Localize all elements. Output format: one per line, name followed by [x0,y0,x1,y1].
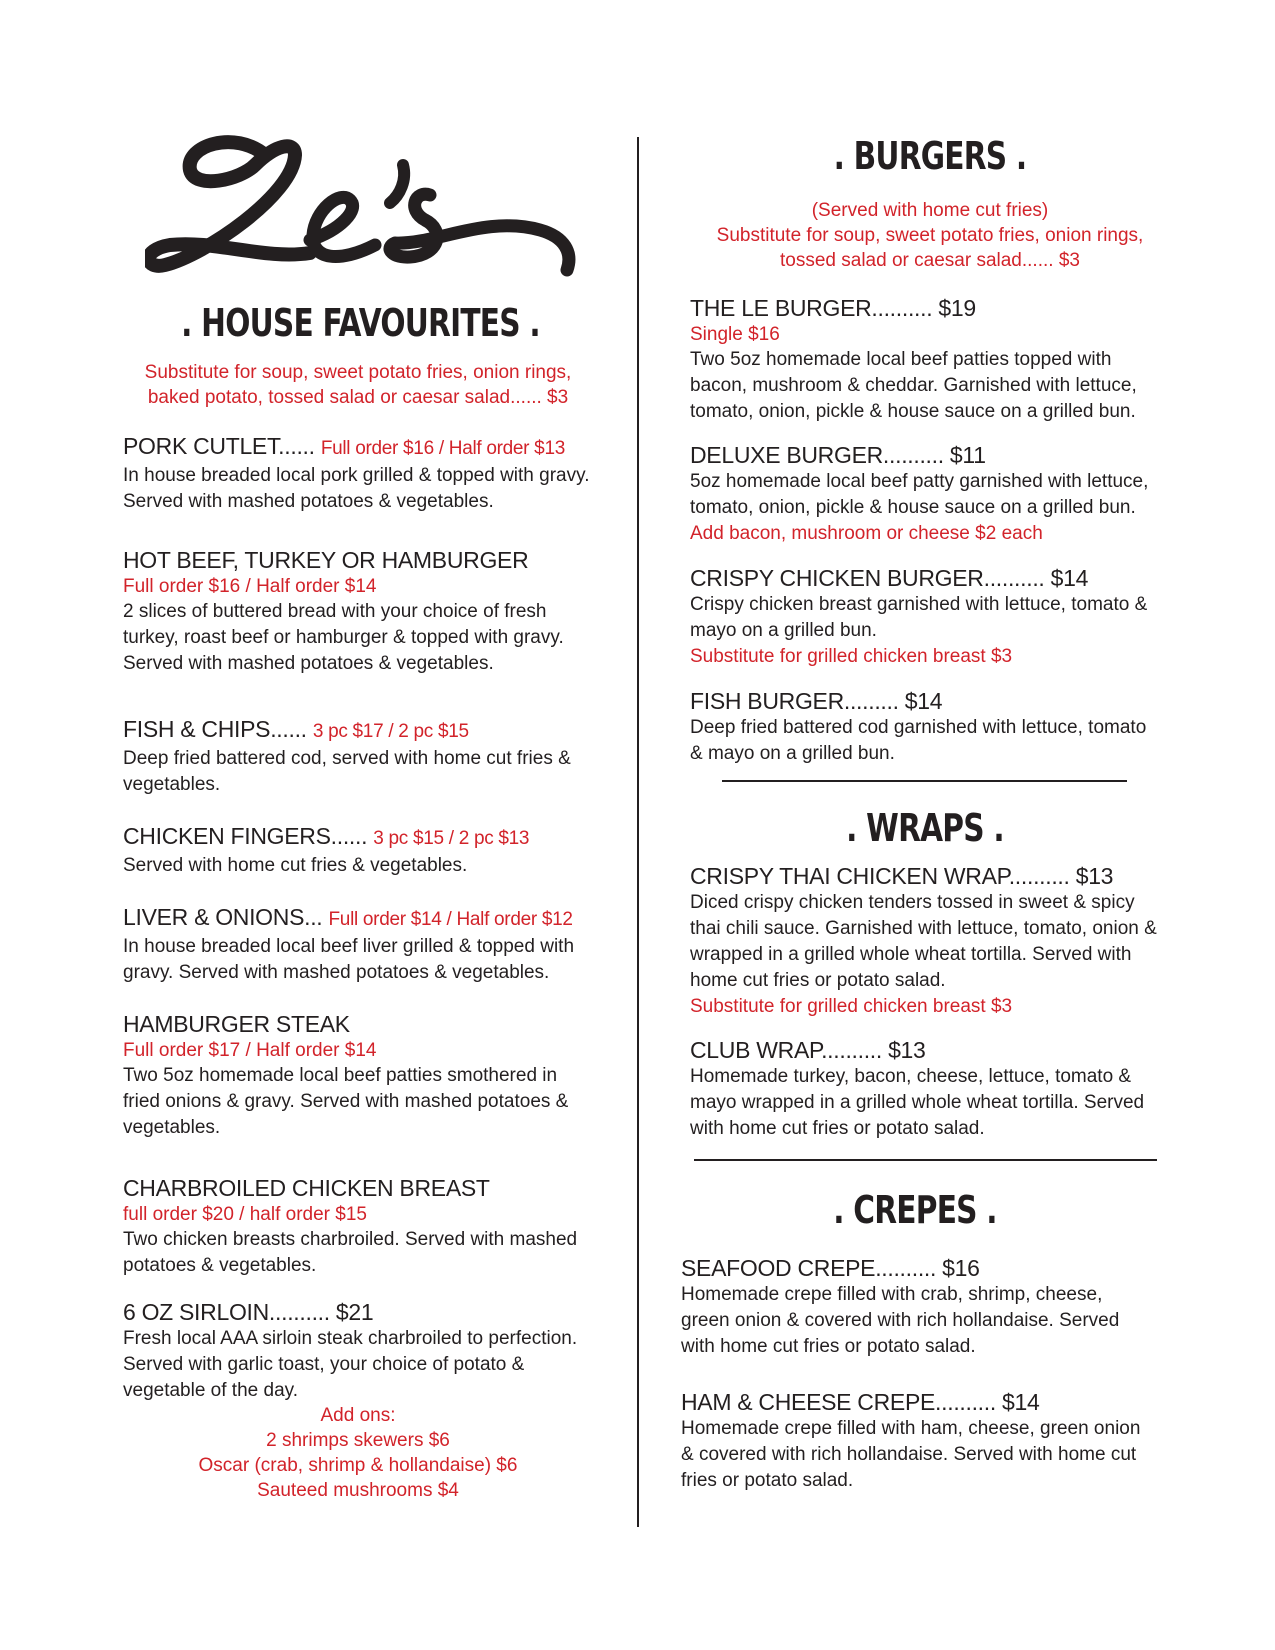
les-logo [145,135,580,295]
item-name: CHICKEN FINGERS...... [123,823,368,849]
item-desc: Deep fried battered cod, served with home cut fries & [123,748,571,769]
menu-item-seafood-crepe [681,1254,1161,1360]
item-name: CLUB WRAP.......... $13 [690,1037,926,1063]
item-name: DELUXE BURGER.......... $11 [690,442,986,468]
menu-item-crispy-thai-wrap [690,862,1170,1019]
item-name: SEAFOOD CREPE.......... $16 [681,1255,980,1281]
item-price: Full order $14 / Half order $12 [328,909,573,930]
item-name: CHARBROILED CHICKEN BREAST [123,1175,490,1201]
menu-item-charbroiled-chicken [123,1174,623,1279]
item-desc: Fresh local AAA sirloin steak charbroiled to perfection. [123,1328,578,1349]
house-favourites-substitute-note: Substitute for soup, sweet potato fries, onion rings, baked potato, tossed salad or caesar salad...... $3 [144,362,572,408]
item-name: HOT BEEF, TURKEY OR HAMBURGER [123,547,529,573]
menu-item-sirloin [123,1298,623,1404]
item-desc: 5oz homemade local beef patty garnished with lettuce, [690,471,1149,492]
item-desc: In house breaded local beef liver grilled & topped with [123,936,575,957]
item-desc: with home cut fries or potato salad. [681,1336,976,1357]
item-desc: vegetable of the day. [123,1380,298,1401]
menu-item-ham-cheese-crepe [681,1388,1161,1494]
item-desc: fries or potato salad. [681,1470,854,1491]
item-desc: thai chili sauce. Garnished with lettuce, tomato, onion & [690,918,1157,939]
item-name: FISH & CHIPS...... [123,716,307,742]
sirloin-addons [123,1403,593,1503]
burgers-title: . BURGERS . [833,134,1027,178]
menu-item-liver-onions [123,903,623,986]
crepes-title: . CREPES . [833,1188,997,1232]
item-desc: Served with home cut fries & vegetables. [123,855,468,876]
item-desc: mayo wrapped in a grilled whole wheat tortilla. Served [690,1092,1145,1113]
item-desc: with home cut fries or potato salad. [690,1118,985,1139]
item-desc: In house breaded local pork grilled & topped with gravy. [123,465,590,486]
item-addon: Substitute for grilled chicken breast $3 [690,646,1013,667]
item-desc: Two chicken breasts charbroiled. Served with mashed [123,1229,578,1250]
item-name: CRISPY CHICKEN BURGER.......... $14 [690,565,1089,591]
item-desc: home cut fries or potato salad. [690,970,946,991]
item-name: CRISPY THAI CHICKEN WRAP.......... $13 [690,863,1114,889]
house-favourites-title: . HOUSE FAVOURITES . [181,301,540,345]
item-desc: vegetables. [123,774,221,795]
item-desc: Homemade turkey, bacon, cheese, lettuce, tomato & [690,1066,1132,1087]
addon-item: 2 shrimps skewers $6 [266,1430,450,1451]
item-name: HAM & CHEESE CREPE.......... $14 [681,1389,1040,1415]
item-price: 3 pc $17 / 2 pc $15 [312,721,469,742]
item-desc: Two 5oz homemade local beef patties topped with [690,349,1112,370]
item-desc: mayo on a grilled bun. [690,620,877,641]
item-desc: Deep fried battered cod garnished with lettuce, tomato [690,717,1147,738]
item-name: 6 OZ SIRLOIN.......... $21 [123,1299,374,1325]
item-price: Full order $17 / Half order $14 [123,1040,377,1061]
item-price: Single $16 [690,324,780,345]
item-desc: tomato, onion, pickle & house sauce on a grilled bun. [690,401,1136,422]
menu-item-crispy-chicken-burger [690,564,1170,669]
item-desc: potatoes & vegetables. [123,1255,317,1276]
menu-item-fish-burger [690,687,1170,767]
item-name: THE LE BURGER.......... $19 [690,295,976,321]
menu-item-le-burger [690,294,1170,425]
menu-item-hamburger-steak [123,1010,623,1141]
item-desc: wrapped in a grilled whole wheat tortilla. Served with [690,944,1132,965]
item-name: PORK CUTLET...... [123,433,315,459]
item-name: LIVER & ONIONS... [123,904,323,930]
addons-title: Add ons: [320,1405,396,1426]
item-price: Full order $16 / Half order $13 [320,438,565,459]
column-divider [637,137,639,1527]
item-desc: fried onions & gravy. Served with mashed potatoes & [123,1091,569,1112]
item-addon: Add bacon, mushroom or cheese $2 each [690,523,1043,544]
section-divider [694,1159,1157,1161]
menu-item-fish-chips [123,715,623,798]
item-desc: tomato, onion, pickle & house sauce on a grilled bun. [690,497,1136,518]
section-divider [722,780,1127,782]
item-desc: Two 5oz homemade local beef patties smothered in [123,1065,558,1086]
item-desc: gravy. Served with mashed potatoes & vegetables. [123,962,550,983]
item-desc: & mayo on a grilled bun. [690,743,895,764]
item-price: Full order $16 / Half order $14 [123,576,377,597]
burgers-substitute-note: (Served with home cut fries) Substitute for soup, sweet potato fries, onion rings, tossed salad or caesar salad...... $3 [716,200,1144,271]
item-price: full order $20 / half order $15 [123,1204,367,1225]
addon-item: Oscar (crab, shrimp & hollandaise) $6 [198,1455,518,1476]
item-desc: 2 slices of buttered bread with your choice of fresh [123,601,547,622]
item-price: 3 pc $15 / 2 pc $13 [373,828,530,849]
item-desc: turkey, roast beef or hamburger & topped with gravy. [123,627,564,648]
item-desc: Served with mashed potatoes & vegetables. [123,653,494,674]
addon-item: Sauteed mushrooms $4 [257,1480,459,1501]
item-name: FISH BURGER......... $14 [690,688,943,714]
item-desc: Homemade crepe filled with crab, shrimp, cheese, [681,1284,1103,1305]
menu-item-club-wrap [690,1036,1170,1142]
item-desc: Diced crispy chicken tenders tossed in sweet & spicy [690,892,1135,913]
item-desc: & covered with rich hollandaise. Served with home cut [681,1444,1137,1465]
item-desc: vegetables. [123,1117,221,1138]
item-desc: Homemade crepe filled with ham, cheese, green onion [681,1418,1141,1439]
menu-item-hot-beef [123,546,623,677]
menu-item-deluxe-burger [690,441,1170,546]
item-desc: Served with mashed potatoes & vegetables. [123,491,494,512]
item-desc: bacon, mushroom & cheddar. Garnished with lettuce, [690,375,1137,396]
item-desc: green onion & covered with rich hollandaise. Served [681,1310,1120,1331]
wraps-title: . WRAPS . [846,806,1004,850]
item-desc: Crispy chicken breast garnished with lettuce, tomato & [690,594,1148,615]
menu-item-pork-cutlet [123,432,623,515]
item-name: HAMBURGER STEAK [123,1011,350,1037]
menu-item-chicken-fingers [123,822,623,879]
item-addon: Substitute for grilled chicken breast $3 [690,996,1013,1017]
item-desc: Served with garlic toast, your choice of potato & [123,1354,525,1375]
